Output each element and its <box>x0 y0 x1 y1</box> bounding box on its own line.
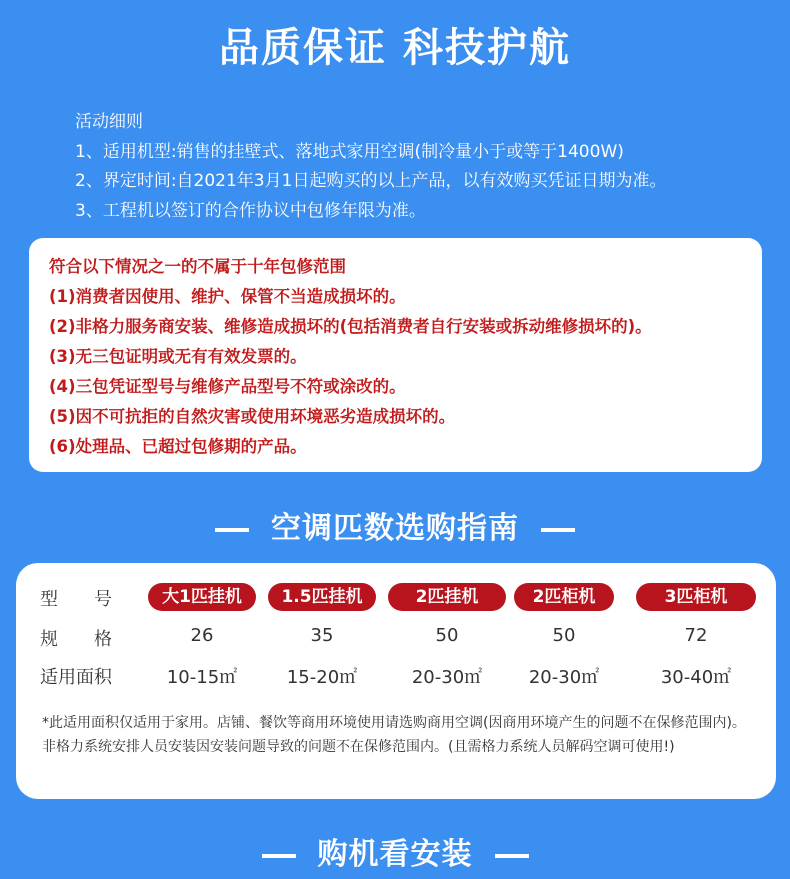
title-dash <box>262 854 296 858</box>
exclusion-item: (1)消费者因使用、维护、保管不当造成损坏的。 <box>49 287 406 306</box>
model-pill: 1.5匹挂机 <box>268 583 376 611</box>
spec-cell: 72 <box>684 625 708 646</box>
rules-item: 1、适用机型:销售的挂壁式、落地式家用空调(制冷量小于或等于1400W) <box>75 141 624 162</box>
buying-guide-card <box>16 563 776 799</box>
rules-heading: 活动细则 <box>75 112 143 132</box>
spec-cell: 26 <box>190 625 214 646</box>
guide-section-title <box>0 503 790 547</box>
exclusion-item: (3)无三包证明或无有有效发票的。 <box>49 347 307 366</box>
usage-note: *此适用面积仅适用于家用。店铺、餐饮等商用环境使用请选购商用空调(因商用环境产生的问题不在保修范围内)。非格力系统安排人员安装因安装问题导致的问题不在保修范围内。(且需格力系统人员解码空调可使用!) <box>42 715 746 755</box>
area-cell: 20-30㎡ <box>411 667 483 688</box>
install-section-title <box>0 829 790 873</box>
exclusion-item: (2)非格力服务商安装、维修造成损坏的(包括消费者自行安装或拆动维修损坏的)。 <box>49 317 652 336</box>
title-dash <box>541 528 575 532</box>
row-label-model: 型 号 <box>40 589 112 610</box>
exclusions-heading: 符合以下情况之一的不属于十年包修范围 <box>49 257 346 276</box>
exclusion-item: (5)因不可抗拒的自然灾害或使用环境恶劣造成损坏的。 <box>49 407 456 426</box>
row-label-area: 适用面积 <box>40 667 112 688</box>
guide-title-text: 空调匹数选购指南 <box>271 511 519 546</box>
area-cell: 20-30㎡ <box>528 667 600 688</box>
model-pill: 2匹挂机 <box>388 583 506 611</box>
exclusion-item: (6)处理品、已超过包修期的产品。 <box>49 437 307 456</box>
activity-rules <box>75 108 755 226</box>
rules-item: 3、工程机以签订的合作协议中包修年限为准。 <box>75 200 426 221</box>
row-label-spec: 规 格 <box>40 629 112 650</box>
page-title: 品质保证 科技护航 <box>219 25 571 71</box>
spec-cell: 50 <box>552 625 576 646</box>
model-pill: 大1匹挂机 <box>148 583 256 611</box>
spec-cell: 35 <box>310 625 334 646</box>
area-cell: 10-15㎡ <box>166 667 238 688</box>
exclusions-card <box>29 238 762 472</box>
title-dash <box>215 528 249 532</box>
area-cell: 15-20㎡ <box>286 667 358 688</box>
exclusion-item: (4)三包凭证型号与维修产品型号不符或涂改的。 <box>49 377 406 396</box>
model-pill: 3匹柜机 <box>636 583 756 611</box>
install-title-text: 购机看安装 <box>317 837 473 872</box>
rules-item: 2、界定时间:自2021年3月1日起购买的以上产品，以有效购买凭证日期为准。 <box>75 171 667 191</box>
model-pill: 2匹柜机 <box>514 583 614 611</box>
title-dash <box>495 854 529 858</box>
area-cell: 30-40㎡ <box>660 667 732 688</box>
spec-cell: 50 <box>435 625 459 646</box>
